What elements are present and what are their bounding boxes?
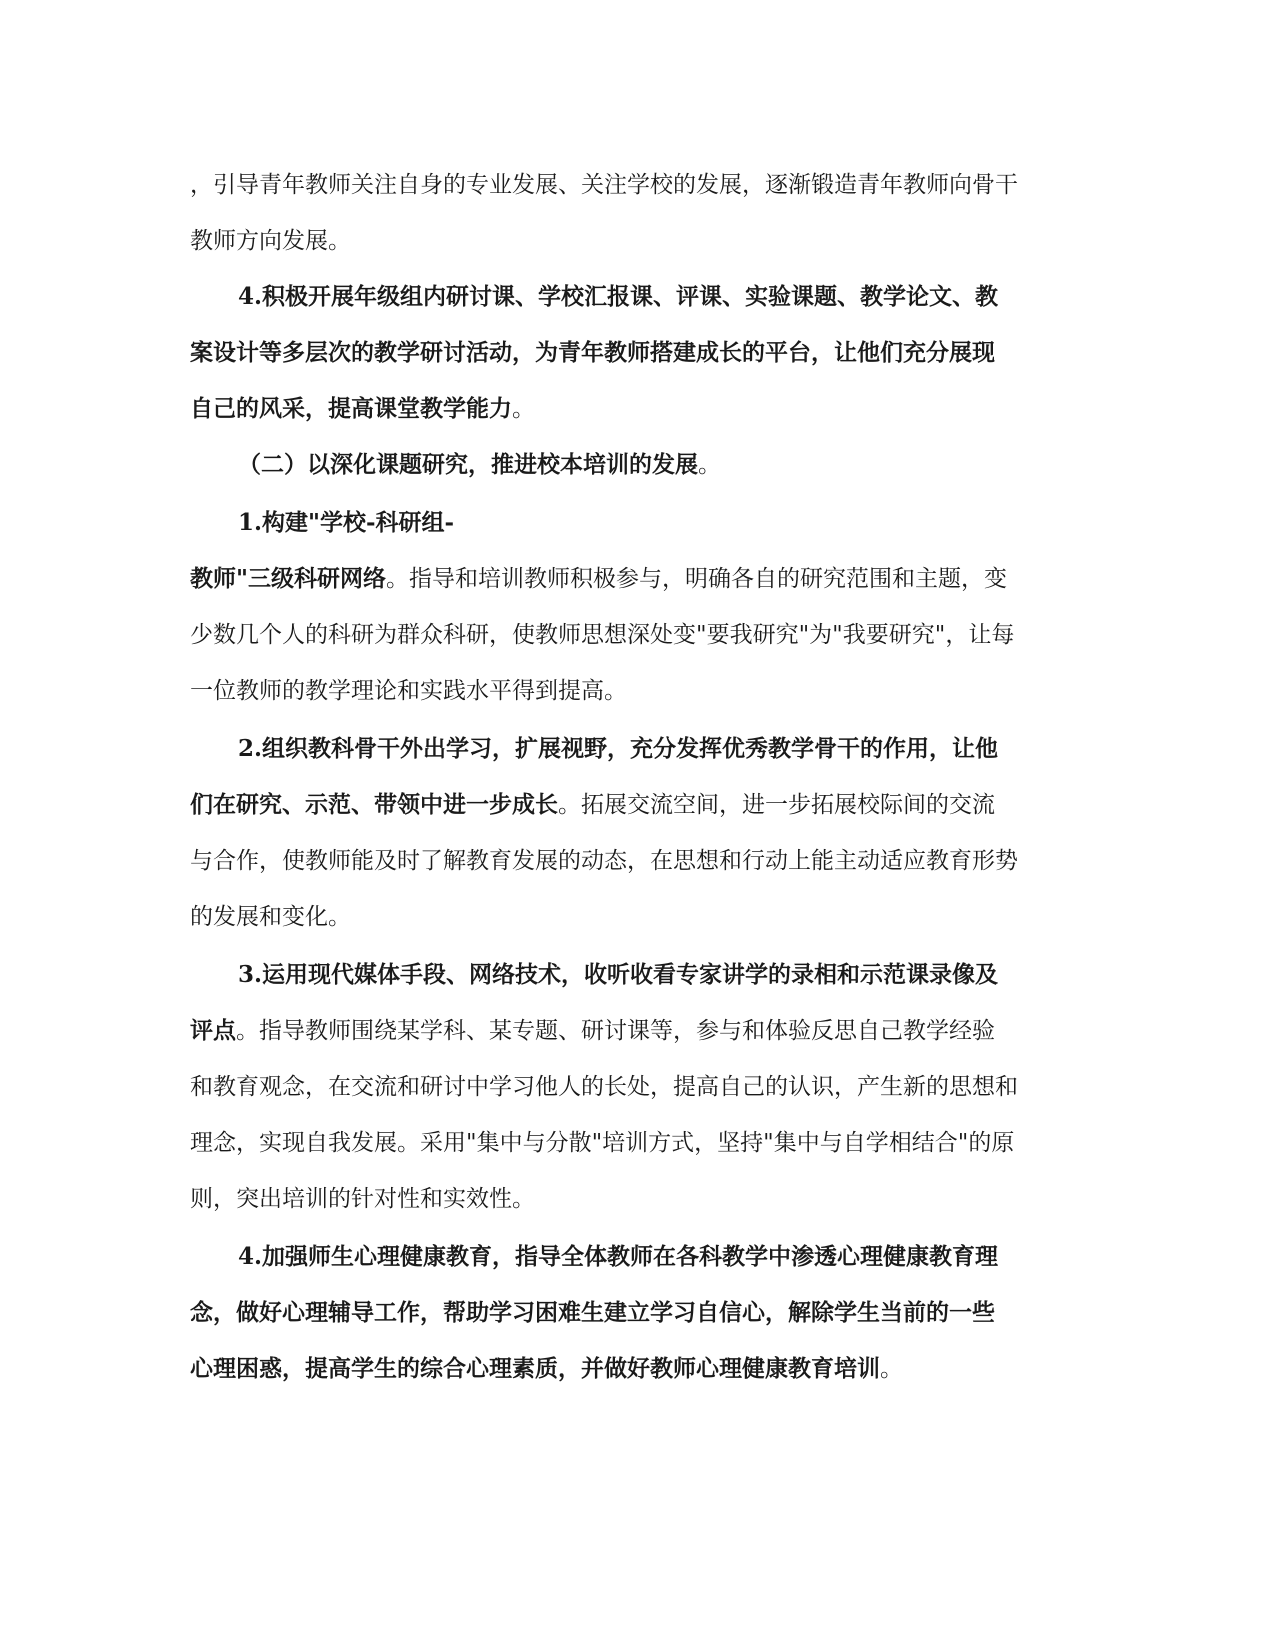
paragraph-line [190,1354,1090,1384]
paragraph-line [238,960,1138,990]
text-segment: 。 [698,452,721,478]
text-segment: 的发展和变化。 [190,904,351,930]
text-segment: 。 [512,396,535,422]
section-heading [238,450,1138,480]
paragraph-line [190,1184,1090,1214]
text-segment: 评点 [190,1017,236,1044]
text-segment: 3.运用现代媒体手段、网络技术，收听收看专家讲学的录相和示范课录像及 [238,961,999,988]
text-segment: 理念，实现自我发展。采用"集中与分散"培训方式，坚持"集中与自学相结合"的原 [190,1130,1015,1156]
paragraph-line [238,1242,1138,1272]
text-segment: 们在研究、示范、带领中进一步成长 [190,791,558,818]
paragraph-line [190,620,1090,650]
text-segment: 和教育观念，在交流和研讨中学习他人的长处，提高自己的认识，产生新的思想和 [190,1074,1018,1100]
paragraph-line [190,676,1090,706]
text-segment: 。指导和培训教师积极参与，明确各自的研究范围和主题，变 [385,566,1007,592]
paragraph-line [190,902,1090,932]
text-segment: 1.构建"学校-科研组- [238,509,455,536]
text-segment: 一位教师的教学理论和实践水平得到提高。 [190,678,627,704]
text-segment: 教师方向发展。 [190,228,351,254]
text-segment: （二）以深化课题研究，推进校本培训的发展 [238,451,698,478]
paragraph-line [190,790,1090,820]
paragraph-line [190,338,1090,368]
paragraph-line [190,846,1090,876]
paragraph-line [190,394,1090,424]
text-segment: 少数几个人的科研为群众科研，使教师思想深处变"要我研究"为"我要研究"，让每 [190,622,1015,648]
text-segment: 2.组织教科骨干外出学习，扩展视野，充分发挥优秀教学骨干的作用，让他 [238,735,999,762]
text-segment: 与合作，使教师能及时了解教育发展的动态，在思想和行动上能主动适应教育形势 [190,848,1018,874]
text-segment: 自己的风采，提高课堂教学能力 [190,395,512,422]
paragraph-line [190,564,1090,594]
paragraph-line [190,1298,1090,1328]
text-segment: 4.加强师生心理健康教育，指导全体教师在各科教学中渗透心理健康教育理 [238,1243,999,1270]
text-segment: 心理困惑，提高学生的综合心理素质，并做好教师心理健康教育培训 [190,1355,880,1382]
text-segment: ，引导青年教师关注自身的专业发展、关注学校的发展，逐渐锻造青年教师向骨干 [190,172,1018,198]
paragraph-line [190,1016,1090,1046]
paragraph-line [190,1128,1090,1158]
paragraph-line [190,1072,1090,1102]
text-segment: 教师"三级科研网络 [190,565,386,592]
text-segment: 。指导教师围绕某学科、某专题、研讨课等，参与和体验反思自己教学经验 [236,1018,995,1044]
text-segment: 4.积极开展年级组内研讨课、学校汇报课、评课、实验课题、教学论文、教 [238,283,999,310]
text-segment: 则，突出培训的针对性和实效性。 [190,1186,535,1212]
paragraph-line [238,508,1138,538]
paragraph-line [190,170,1090,200]
paragraph-line [190,226,1090,256]
text-segment: 。拓展交流空间，进一步拓展校际间的交流 [558,792,995,818]
text-segment: 。 [880,1356,903,1382]
paragraph-line [238,282,1138,312]
text-segment: 案设计等多层次的教学研讨活动，为青年教师搭建成长的平台，让他们充分展现 [190,339,995,366]
text-segment: 念，做好心理辅导工作，帮助学习困难生建立学习自信心，解除学生当前的一些 [190,1299,995,1326]
paragraph-line [238,734,1138,764]
